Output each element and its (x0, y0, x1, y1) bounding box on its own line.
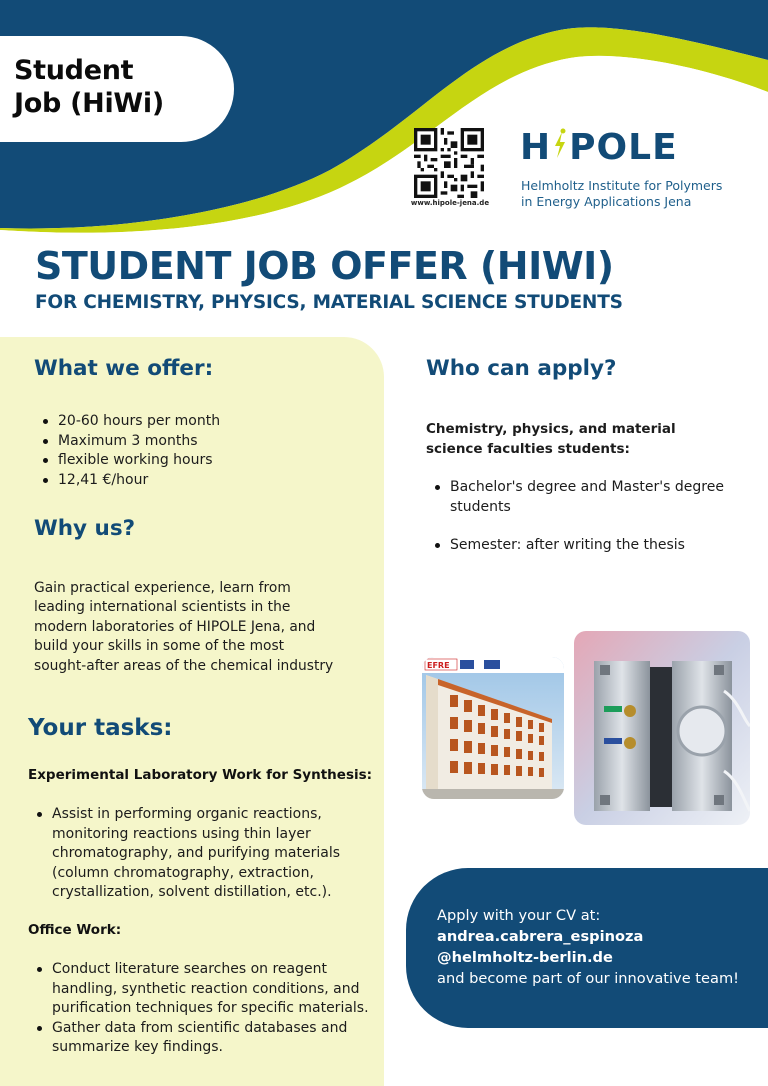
cta-line-4: and become part of our innovative team! (437, 970, 740, 987)
lab-work-list (28, 805, 373, 903)
cta-email-part-2[interactable]: @helmholtz-berlin.de (437, 949, 613, 966)
qr-code-icon[interactable] (414, 128, 484, 198)
list-item: flexible working hours (34, 451, 364, 471)
apply-list (426, 478, 726, 556)
apply-cta-panel (406, 868, 768, 1028)
list-item: Semester: after writing the thesis (426, 536, 726, 556)
offer-list (34, 412, 364, 490)
lab-equipment-photo (574, 631, 750, 825)
qr-url: www.hipole-jena.de (410, 199, 490, 207)
list-item: Maximum 3 months (34, 432, 364, 452)
badge-line-2: Job (HiWi) (14, 88, 164, 119)
why-heading: Why us? (34, 516, 136, 541)
student-job-badge (0, 36, 234, 142)
list-item: Bachelor's degree and Master's degree students (426, 478, 726, 517)
offer-heading: What we offer: (34, 356, 214, 381)
page-title: STUDENT JOB OFFER (HIWI) (35, 244, 614, 288)
badge-line-1: Student (14, 55, 134, 86)
page-subtitle: FOR CHEMISTRY, PHYSICS, MATERIAL SCIENCE STUDENTS (35, 292, 623, 313)
building-photo (422, 657, 564, 799)
tasks-heading: Your tasks: (28, 715, 173, 741)
hipole-logo (520, 126, 678, 170)
office-work-list (28, 960, 373, 1058)
list-item: Gather data from scientific databases and summarize key findings. (28, 1019, 373, 1058)
logo-letter-h: H (520, 127, 552, 168)
apply-intro: Chemistry, physics, and material science faculties students: (426, 421, 676, 457)
cta-email-part-1[interactable]: andrea.cabrera_espinoza (437, 928, 644, 945)
lab-work-label: Experimental Laboratory Work for Synthesis: (28, 767, 373, 783)
apply-heading: Who can apply? (426, 356, 617, 381)
logo-subtitle-2: in Energy Applications Jena (521, 194, 692, 209)
list-item: 12,41 €/hour (34, 471, 364, 491)
why-text: Gain practical experience, learn from leading international scientists in the modern laboratories of HIPOLE Jena, and build your skills in some of the most sought-after areas of the chemical industry (34, 580, 334, 674)
efre-label: EFRE (427, 661, 450, 670)
list-item: 20-60 hours per month (34, 412, 364, 432)
list-item: Assist in performing organic reactions, monitoring reactions using thin layer chromatography, and purifying materials (column chromatography, extraction, crystallization, solvent distillation, etc.). (28, 805, 373, 903)
logo-letters-pole: POLE (569, 127, 678, 168)
cta-line-1: Apply with your CV at: (437, 907, 601, 924)
lightning-icon (551, 126, 569, 162)
office-work-label: Office Work: (28, 922, 122, 938)
logo-subtitle-1: Helmholtz Institute for Polymers (521, 178, 723, 193)
list-item: Conduct literature searches on reagent handling, synthetic reaction conditions, and purification techniques for specific materials. (28, 960, 373, 1019)
